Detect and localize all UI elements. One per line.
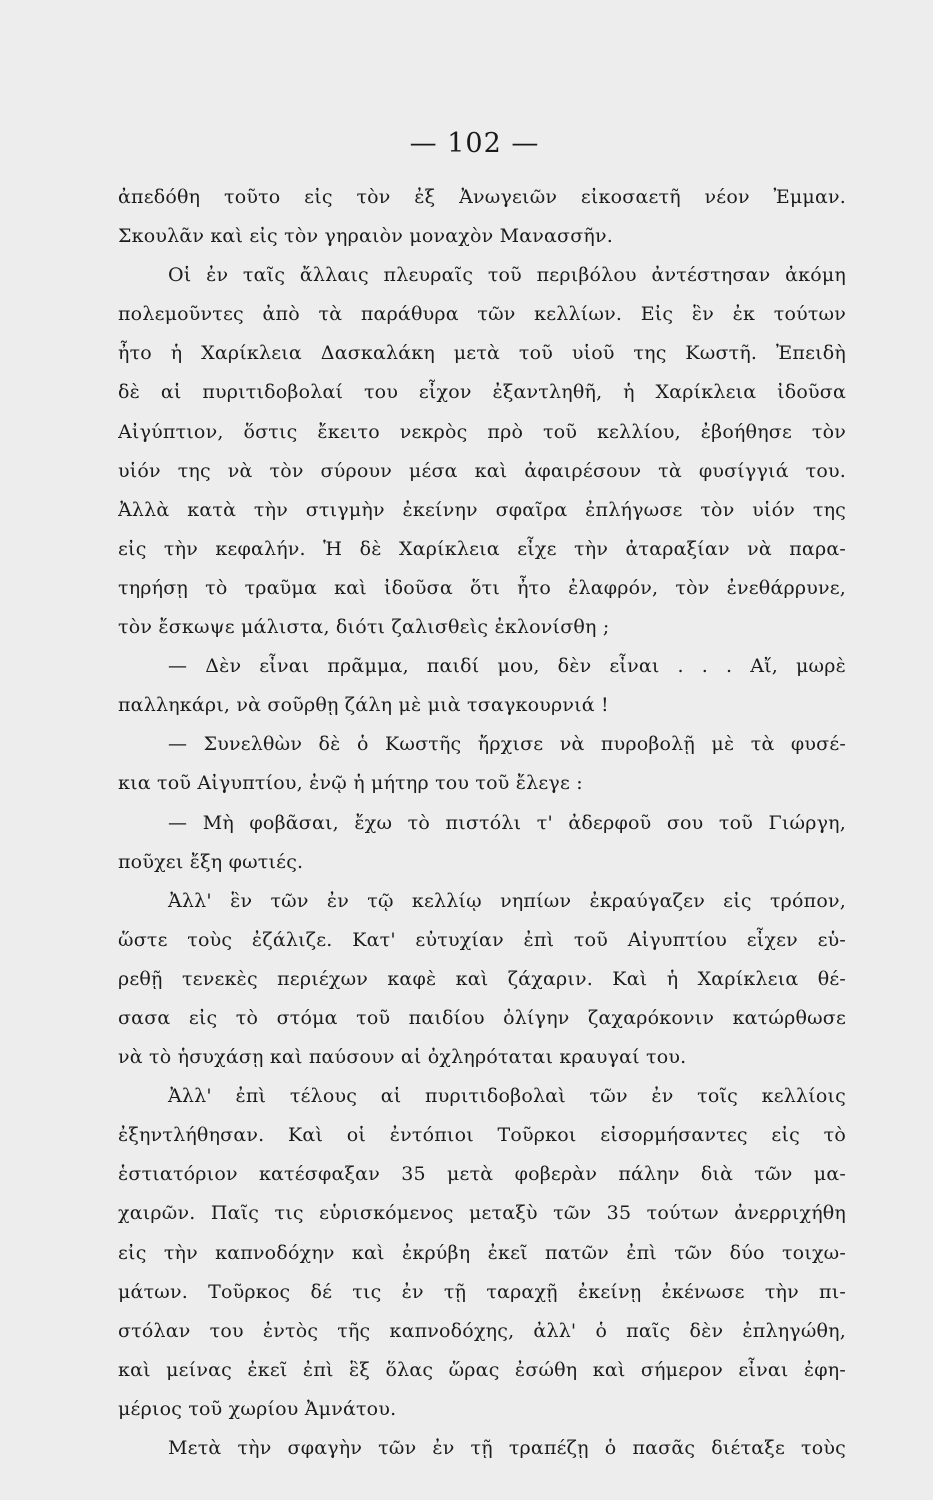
body-text bbox=[118, 178, 846, 1468]
text-line: μέριος τοῦ χωρίου Ἀμνάτου. bbox=[118, 1397, 397, 1420]
text-line: Ἀλλ' ἐπὶ τέλους αἱ πυριτιδοβολαὶ τῶν ἐν τοῖς κελλίοις bbox=[168, 1085, 846, 1108]
text-line: — Δὲν εἶναι πρᾶμμα, παιδί μου, δὲν εἶναι . . . Αἴ, μωρὲ bbox=[168, 655, 846, 678]
text-line: Ἀλλὰ κατὰ τὴν στιγμὴν ἐκείνην σφαῖρα ἐπλήγωσε τὸν υἱόν της bbox=[118, 498, 846, 521]
text-line: — Μὴ φοβᾶσαι, ἔχω τὸ πιστόλι τ' ἀδερφοῦ σου τοῦ Γιώργη, bbox=[168, 811, 846, 834]
text-line: δὲ αἱ πυριτιδοβολαί του εἶχον ἐξαντληθῆ, ἡ Χαρίκλεια ἰδοῦσα bbox=[118, 381, 846, 404]
text-line: νὰ τὸ ἡσυχάσῃ καὶ παύσουν αἱ ὀχληρόταται κραυγαί του. bbox=[118, 1046, 687, 1069]
text-line: καὶ μείνας ἐκεῖ ἐπὶ ἓξ ὅλας ὥρας ἐσώθη καὶ σήμερον εἶναι ἐφη- bbox=[118, 1358, 846, 1381]
text-line: υἱόν της νὰ τὸν σύρουν μέσα καὶ ἀφαιρέσουν τὰ φυσίγγιά του. bbox=[118, 459, 846, 482]
text-line: — Συνελθὼν δὲ ὁ Κωστῆς ἤρχισε νὰ πυροβολῇ μὲ τὰ φυσέ- bbox=[168, 733, 846, 756]
text-line: ἀπεδόθη τοῦτο εἰς τὸν ἐξ Ἀνωγειῶν εἰκοσαετῆ νέον Ἐμμαν. bbox=[118, 186, 846, 208]
text-line: ἑστιατόριον κατέσφαξαν 35 μετὰ φοβερὰν πάλην διὰ τῶν μα- bbox=[118, 1163, 846, 1186]
text-line: σασα εἰς τὸ στόμα τοῦ παιδίου ὀλίγην ζαχαρόκονιν κατώρθωσε bbox=[118, 1006, 846, 1029]
text-line: κια τοῦ Αἰγυπτίου, ἐνῷ ἡ μήτηρ του τοῦ ἔλεγε : bbox=[118, 772, 583, 795]
text-line: Οἱ ἐν ταῖς ἄλλαις πλευραῖς τοῦ περιβόλου ἀντέστησαν ἀκόμη bbox=[168, 264, 846, 287]
text-line: Σκουλᾶν καὶ εἰς τὸν γηραιὸν μοναχὸν Μανασσῆν. bbox=[118, 225, 613, 248]
text-line: ἦτο ἡ Χαρίκλεια Δασκαλάκη μετὰ τοῦ υἱοῦ της Κωστῆ. Ἐπειδὴ bbox=[118, 342, 846, 365]
text-line: μάτων. Τοῦρκος δέ τις ἐν τῇ ταραχῇ ἐκείνῃ ἐκένωσε τὴν πι- bbox=[118, 1280, 846, 1303]
text-line: παλληκάρι, νὰ σοῦρθῃ ζάλη μὲ μιὰ τσαγκουρνιά ! bbox=[118, 694, 609, 717]
text-line: ἐξηντλήθησαν. Καὶ οἱ ἐντόπιοι Τοῦρκοι εἰσορμήσαντες εἰς τὸ bbox=[118, 1124, 846, 1147]
text-line: τηρήσῃ τὸ τραῦμα καὶ ἰδοῦσα ὅτι ἦτο ἐλαφρόν, τὸν ἐνεθάρρυνε, bbox=[118, 576, 846, 599]
text-line: πολεμοῦντες ἀπὸ τὰ παράθυρα τῶν κελλίων. Εἰς ἓν ἐκ τούτων bbox=[118, 303, 846, 326]
text-line: χαιρῶν. Παῖς τις εὑρισκόμενος μεταξὺ τῶν 35 τούτων ἀνερριχήθη bbox=[118, 1202, 846, 1225]
text-line: Μετὰ τὴν σφαγὴν τῶν ἐν τῇ τραπέζῃ ὁ πασᾶς διέταξε τοὺς bbox=[168, 1437, 846, 1459]
text-line: ρεθῇ τενεκὲς περιέχων καφὲ καὶ ζάχαριν. Καὶ ἡ Χαρίκλεια θέ- bbox=[118, 967, 846, 990]
text-line: ποῦχει ἔξη φωτιές. bbox=[118, 850, 304, 873]
text-line: στόλαν του ἐντὸς τῆς καπνοδόχης, ἀλλ' ὁ παῖς δὲν ἐπληγώθη, bbox=[118, 1319, 846, 1342]
text-line: Ἀλλ' ἓν τῶν ἐν τῷ κελλίῳ νηπίων ἐκραύγαζεν εἰς τρόπον, bbox=[168, 889, 846, 912]
text-line: ὥστε τοὺς ἐζάλιζε. Κατ' εὐτυχίαν ἐπὶ τοῦ Αἰγυπτίου εἶχεν εὑ- bbox=[118, 928, 846, 951]
text-line: Αἰγύπτιον, ὅστις ἔκειτο νεκρὸς πρὸ τοῦ κελλίου, ἐβοήθησε τὸν bbox=[118, 420, 846, 443]
text-line: τὸν ἔσκωψε μάλιστα, διότι ζαλισθεὶς ἐκλονίσθη ; bbox=[118, 616, 610, 639]
text-line: εἰς τὴν καπνοδόχην καὶ ἐκρύβη ἐκεῖ πατῶν ἐπὶ τῶν δύο τοιχω- bbox=[118, 1241, 846, 1264]
page-number: — 102 — bbox=[409, 128, 540, 159]
text-line: εἰς τὴν κεφαλήν. Ἡ δὲ Χαρίκλεια εἶχε τὴν ἀταραξίαν νὰ παρα- bbox=[118, 537, 846, 560]
